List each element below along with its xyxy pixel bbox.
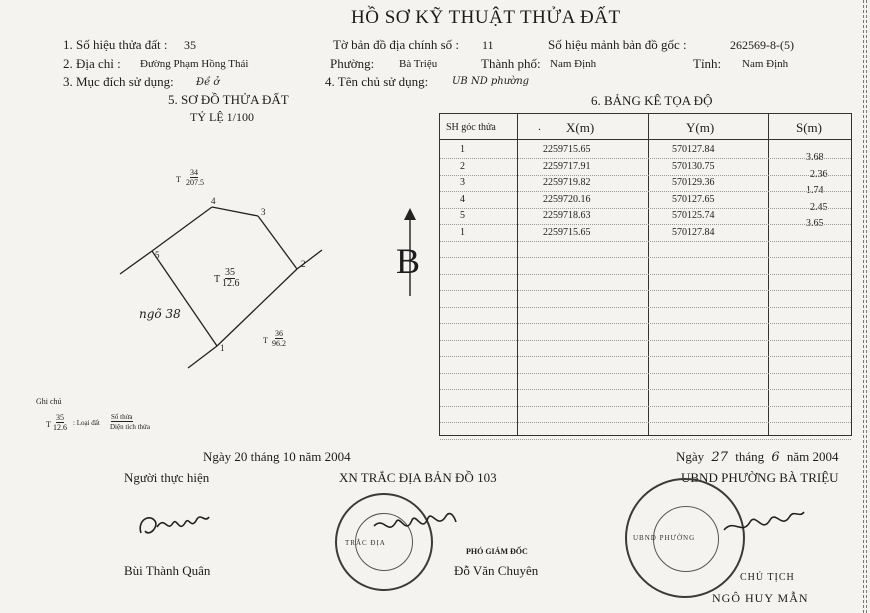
parcel-top-number: 34 [190, 168, 198, 177]
table-cell-y: 570127.84 [672, 226, 715, 238]
table-cell-x: 2259718.63 [543, 210, 591, 221]
parcel-top-area: 207.5 [186, 178, 204, 187]
table-guide-line [440, 191, 851, 192]
table-cell-x: 2259719.82 [543, 177, 591, 188]
legend-title: Ghi chú [36, 397, 62, 406]
table-cell-distance: 2.36 [810, 168, 828, 180]
chu-su-dung-value: UB ND phường [452, 76, 530, 87]
table-cell-distance: 2.45 [810, 201, 828, 213]
thanh-pho-label: Thành phố: [481, 56, 541, 71]
table-cell-distance: 3.68 [806, 152, 824, 163]
legend-dien-tich: Diện tích thửa [110, 423, 150, 431]
alley-label: ngõ 38 [139, 307, 181, 321]
table-cell-x: 2259715.65 [543, 226, 591, 238]
muc-dich-label: 3. Mục đích sử dụng: [63, 74, 174, 89]
tinh-label: Tỉnh: [693, 56, 722, 71]
table-guide-line [440, 241, 851, 242]
table-cell-distance: 1.74 [806, 185, 824, 196]
right-date [676, 449, 839, 465]
phuong-value: Bà Triệu [399, 58, 438, 70]
table-guide-line [440, 307, 851, 308]
table-guide-line [440, 323, 851, 324]
phuong-label: Phường: [330, 56, 375, 71]
table-guide-line [440, 340, 851, 341]
parcel-main-area: 12.6 [222, 278, 240, 289]
right-date-year: năm 2004 [786, 449, 839, 464]
thanh-pho-value: Nam Định [550, 58, 597, 70]
parcel-bottom-prefix: T [263, 336, 268, 345]
legend-so-thua: Số thửa [111, 413, 133, 421]
vertex-label-2: 2 [301, 259, 306, 269]
left-name: Bùi Thành Quân [124, 563, 211, 578]
muc-dich-value: Đề ở [196, 77, 220, 88]
left-signature [135, 505, 215, 545]
table-guide-line [440, 158, 851, 159]
table-cell-sh: 1 [460, 226, 465, 238]
table-guide-line [440, 290, 851, 291]
right-name: NGÔ HUY MẪN [712, 591, 809, 605]
header-s: S(m) [796, 120, 822, 135]
so-hieu-thua-label: 1. Số hiệu thửa đất : [63, 37, 168, 52]
table-cell-y: 570127.84 [672, 144, 715, 155]
table-guide-line [440, 389, 851, 390]
neighbor-line-right-lower [188, 346, 217, 368]
middle-name: Đỗ Văn Chuyên [454, 563, 539, 578]
manh-goc-value: 262569-8-(5) [730, 38, 794, 52]
parcel-edge-2-3 [258, 216, 297, 269]
parcel-edge-4-5 [152, 207, 212, 251]
vertex-label-3: 3 [261, 207, 266, 217]
parcel-edge-3-4 [212, 207, 258, 216]
dia-chi-label: 2. Địa chỉ : [63, 56, 121, 71]
table-guide-line [440, 208, 851, 209]
table-cell-x: 2259717.91 [543, 160, 591, 172]
table-cell-y: 570125.74 [672, 210, 715, 221]
legend-area: 12.6 [53, 423, 67, 432]
header-dot-mark: . [538, 119, 541, 133]
table-guide-line [440, 224, 851, 225]
parcel-bottom-area: 96.2 [272, 339, 286, 348]
tinh-value: Nam Định [742, 58, 789, 70]
header-y: Y(m) [686, 120, 715, 135]
table-guide-line [440, 257, 851, 258]
table-cell-distance: 3.65 [806, 218, 824, 229]
table-guide-line [440, 274, 851, 275]
document-title: HỒ SƠ KỸ THUẬT THỬA ĐẤT [351, 7, 621, 28]
table-cell-y: 570129.36 [672, 177, 715, 188]
table-header-row [440, 114, 851, 140]
manh-goc-label: Số hiệu mảnh bản đồ gốc : [548, 37, 687, 52]
right-org: UBND PHƯỜNG BÀ TRIỆU [681, 470, 839, 485]
table-cell-y: 570127.65 [672, 193, 715, 205]
table-cell-x: 2259720.16 [543, 193, 591, 205]
table-cell-sh: 3 [460, 177, 465, 188]
to-ban-do-label: Tờ bản đồ địa chính số : [333, 37, 460, 52]
right-date-day: 27 [711, 450, 728, 465]
right-stamp: UBND PHƯỜNG [625, 478, 745, 598]
right-date-prefix: Ngày [676, 449, 705, 464]
vertex-label-4: 4 [211, 196, 216, 206]
middle-org: XN TRẮC ĐỊA BẢN ĐỒ 103 [339, 470, 497, 485]
right-date-month: 6 [771, 450, 780, 465]
dia-chi-value: Đường Phạm Hồng Thái [140, 58, 249, 70]
parcel-main-prefix: T [214, 274, 221, 285]
so-hieu-thua-value: 35 [184, 38, 196, 52]
diagram-scale: TỶ LỆ 1/100 [190, 110, 254, 124]
table-guide-line [440, 175, 851, 176]
table-col-divider-1 [517, 114, 518, 435]
neighbor-line-left [120, 251, 152, 274]
table-guide-line [440, 439, 851, 440]
right-title: CHỦ TỊCH [740, 572, 795, 583]
left-date: Ngày 20 tháng 10 năm 2004 [203, 449, 351, 464]
left-role: Người thực hiện [124, 470, 210, 485]
page-edge-outer [866, 0, 867, 613]
diagram-heading: 5. SƠ ĐỒ THỬA ĐẤT [168, 92, 289, 107]
north-label: B [396, 241, 421, 281]
table-guide-line [440, 356, 851, 357]
header-x: X(m) [566, 120, 595, 135]
parcel-diagram [100, 150, 440, 430]
chu-su-dung-label: 4. Tên chủ sử dụng: [325, 74, 429, 89]
legend-number: 35 [56, 413, 64, 422]
table-heading: 6. BẢNG KÊ TỌA ĐỘ [591, 93, 713, 108]
table-cell-sh: 1 [460, 144, 465, 155]
parcel-main-number: 35 [225, 267, 235, 278]
coordinate-table [439, 113, 852, 436]
parcel-top-prefix: T [176, 175, 181, 184]
page-edge-inner [863, 0, 864, 613]
middle-title: PHÓ GIÁM ĐỐC [466, 547, 528, 556]
header-sh: SH góc thửa [446, 122, 496, 133]
table-guide-line [440, 422, 851, 423]
legend-prefix: T [46, 420, 51, 429]
table-cell-sh: 5 [460, 210, 465, 221]
right-signature [718, 500, 808, 550]
parcel-edge-5-1 [152, 251, 217, 346]
table-cell-sh: 2 [460, 160, 465, 172]
table-cell-sh: 4 [460, 193, 465, 205]
table-cell-y: 570130.75 [672, 160, 715, 172]
middle-signature [370, 506, 460, 546]
vertex-label-5: 5 [155, 250, 160, 260]
legend-loai-dat: : Loại đất [73, 419, 100, 427]
table-col-divider-2 [648, 114, 649, 435]
table-col-divider-3 [768, 114, 769, 435]
right-date-month-label: tháng [735, 449, 765, 464]
table-guide-line [440, 406, 851, 407]
to-ban-do-value: 11 [482, 38, 494, 52]
table-cell-x: 2259715.65 [543, 144, 591, 155]
middle-stamp: TRẮC ĐỊA [335, 493, 433, 591]
vertex-label-1: 1 [220, 343, 225, 353]
parcel-bottom-number: 36 [275, 329, 283, 338]
table-guide-line [440, 373, 851, 374]
